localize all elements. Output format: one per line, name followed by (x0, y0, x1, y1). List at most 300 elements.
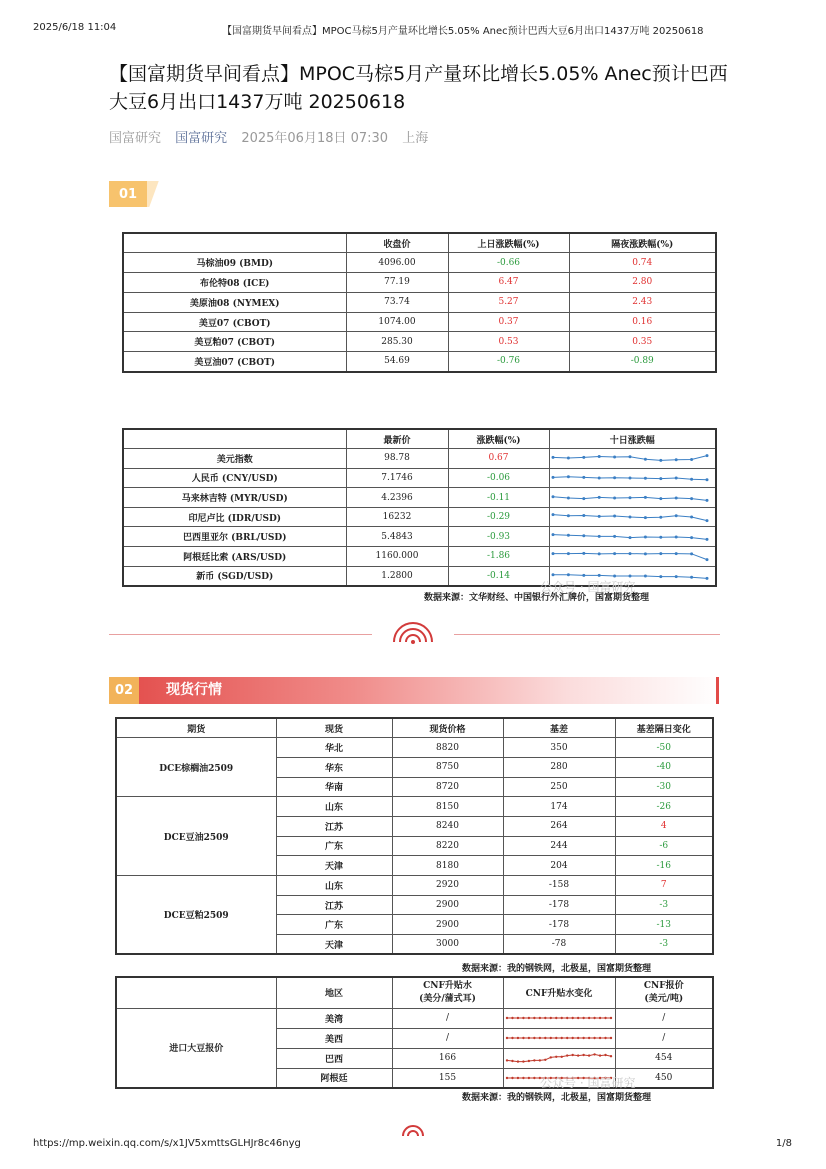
cnf-quote: 450 (615, 1068, 713, 1088)
change-pct: -0.06 (448, 468, 549, 488)
sparkline-point (582, 476, 585, 479)
sparkline-point (566, 514, 569, 517)
import-soybean-table (115, 976, 714, 1089)
sparkline-point (674, 514, 677, 517)
cnf-premium-trend (503, 1048, 615, 1068)
future-contract: DCE豆油2509 (116, 797, 276, 876)
sparkline-point (659, 536, 662, 539)
sparkline-point (582, 456, 585, 459)
instrument-name: 马棕油09 (BMD) (123, 253, 346, 273)
sparkline-point (505, 1059, 507, 1061)
basis-change: -3 (615, 895, 713, 915)
sparkline-point (613, 456, 616, 459)
spot-region: 江苏 (276, 816, 392, 836)
sparkline-point (643, 516, 646, 519)
close-price: 54.69 (346, 352, 448, 372)
basis-change: 4 (615, 816, 713, 836)
basis: 280 (503, 757, 615, 777)
sparkline-point (505, 1077, 507, 1079)
basis: 250 (503, 777, 615, 797)
spot-region: 华东 (276, 757, 392, 777)
night-change: 0.16 (569, 312, 716, 332)
sparkline (550, 449, 710, 467)
night-change: 2.43 (569, 292, 716, 312)
print-title: 【国富期货早间看点】MPOC马棕5月产量环比增长5.05% Anec预计巴西大豆6月出口1437万吨 20250618 (222, 26, 704, 37)
sparkline-point (604, 1054, 606, 1056)
instrument-name: 美豆粕07 (CBOT) (123, 332, 346, 352)
spot-region: 山东 (276, 876, 392, 896)
sparkline-point (690, 516, 693, 519)
spot-region: 山东 (276, 797, 392, 817)
sparkline-point (613, 552, 616, 555)
future-contract: DCE豆粕2509 (116, 876, 276, 955)
spot-price: 8220 (392, 836, 503, 856)
sparkline-point (511, 1017, 513, 1019)
sparkline-point (674, 459, 677, 462)
basis: 350 (503, 738, 615, 758)
sparkline-point (549, 1017, 551, 1019)
sparkline-point (582, 1054, 584, 1056)
cnf-premium: / (392, 1028, 503, 1048)
publish-time: 2025年06月18日 07:30 (241, 131, 389, 146)
header-cell: 现货价格 (392, 718, 503, 738)
latest-price: 1160.000 (346, 547, 448, 567)
sparkline-point (659, 497, 662, 500)
night-change: -0.89 (569, 352, 716, 372)
spot-price: 3000 (392, 935, 503, 955)
spot-price: 2900 (392, 915, 503, 935)
sparkline-point (587, 1054, 589, 1056)
sparkline-point (551, 495, 554, 498)
sparkline-point (597, 455, 600, 458)
header-cell: 十日涨跌幅 (549, 429, 716, 449)
sparkline-point (628, 552, 631, 555)
sparkline-point (690, 458, 693, 461)
sparkline-point (705, 577, 708, 580)
table-row (123, 352, 716, 372)
sparkline-point (643, 495, 646, 498)
sparkline-point (643, 535, 646, 538)
sparkline-point (516, 1060, 518, 1062)
sparkline-point (674, 496, 677, 499)
cnf-premium-trend (503, 1008, 615, 1028)
spot-region: 广东 (276, 836, 392, 856)
table-row (123, 332, 716, 352)
spot-region: 华北 (276, 738, 392, 758)
sparkline-point (533, 1037, 535, 1039)
sparkline-point (674, 476, 677, 479)
sparkline-point (613, 535, 616, 538)
page-url[interactable]: https://mp.weixin.qq.com/s/x1JV5xmttsGLHJr8c46nyg (33, 1138, 301, 1149)
table-row (123, 488, 716, 508)
sparkline-point (522, 1060, 524, 1062)
sparkline-point (597, 574, 600, 577)
spot-price: 8240 (392, 816, 503, 836)
change-pct: 0.67 (448, 449, 549, 469)
sparkline-point (533, 1059, 535, 1061)
sparkline-point (593, 1037, 595, 1039)
header-cell: CNF升贴水 (美分/蒲式耳) (392, 977, 503, 1008)
latest-price: 1.2800 (346, 566, 448, 586)
sparkline-point (597, 515, 600, 518)
cloud-ornament-icon (388, 620, 438, 646)
spot-region: 江苏 (276, 895, 392, 915)
table-header-row (123, 429, 716, 449)
spot-price: 8820 (392, 738, 503, 758)
sparkline-point (582, 514, 585, 517)
cnf-quote: 454 (615, 1048, 713, 1068)
sparkline-point (659, 552, 662, 555)
section-02-title: 现货行情 (166, 682, 222, 698)
sparkline-point (628, 574, 631, 577)
sparkline-point (522, 1037, 524, 1039)
sparkline-point (571, 1017, 573, 1019)
publish-location: 上海 (402, 131, 429, 146)
basis: -178 (503, 915, 615, 935)
prev-change: 0.53 (448, 332, 569, 352)
sparkline-point (555, 1056, 557, 1058)
sparkline-point (566, 533, 569, 536)
header-cell: 现货 (276, 718, 392, 738)
sparkline-point (604, 1017, 606, 1019)
sparkline-point (511, 1037, 513, 1039)
sparkline-point (522, 1077, 524, 1079)
table-row (123, 292, 716, 312)
source-note: 数据来源：文华财经、中国银行外汇牌价，国富期货整理 (424, 593, 650, 603)
sparkline-point (604, 1037, 606, 1039)
page-number: 1/8 (775, 1138, 792, 1149)
table-row (116, 876, 713, 896)
spot-price: 8150 (392, 797, 503, 817)
sparkline-point (551, 456, 554, 459)
sparkline-point (516, 1037, 518, 1039)
sparkline-point (690, 553, 693, 556)
ten-day-trend (549, 547, 716, 567)
sparkline-point (643, 458, 646, 461)
sparkline-point (571, 1054, 573, 1056)
sparkline-point (643, 477, 646, 480)
basis-change: -40 (615, 757, 713, 777)
sparkline-point (566, 475, 569, 478)
sparkline-point (705, 454, 708, 457)
sparkline-point (690, 497, 693, 500)
sparkline-point (566, 496, 569, 499)
header-cell (123, 429, 346, 449)
basis-change: -6 (615, 836, 713, 856)
spot-region: 天津 (276, 935, 392, 955)
sparkline-point (659, 575, 662, 578)
header-cell: CNF报价 (美元/吨) (615, 977, 713, 1008)
sparkline-point (551, 573, 554, 576)
close-price: 285.30 (346, 332, 448, 352)
sparkline-point (628, 536, 631, 539)
sparkline-point (544, 1017, 546, 1019)
currency-name: 美元指数 (123, 449, 346, 469)
sparkline-point (505, 1017, 507, 1019)
sparkline-point (674, 552, 677, 555)
section-02-badge: 02 (109, 677, 139, 704)
sparkline-point (551, 476, 554, 479)
basis-change: -3 (615, 935, 713, 955)
sparkline (504, 1049, 614, 1067)
cnf-premium: / (392, 1008, 503, 1028)
sparkline (504, 1009, 614, 1027)
night-change: 2.80 (569, 273, 716, 293)
basis: 174 (503, 797, 615, 817)
sparkline-point (555, 1017, 557, 1019)
close-price: 73.74 (346, 292, 448, 312)
author: 国富研究 (109, 131, 162, 146)
instrument-name: 美豆07 (CBOT) (123, 312, 346, 332)
sparkline-point (533, 1017, 535, 1019)
instrument-name: 布伦特08 (ICE) (123, 273, 346, 293)
sparkline-point (582, 552, 585, 555)
table-row (123, 507, 716, 527)
spot-price: 2920 (392, 876, 503, 896)
table-row (116, 738, 713, 758)
latest-price: 4.2396 (346, 488, 448, 508)
sparkline-point (560, 1017, 562, 1019)
header-cell: 期货 (116, 718, 276, 738)
sparkline-point (527, 1077, 529, 1079)
region: 阿根廷 (276, 1068, 392, 1088)
header-cell (123, 233, 346, 253)
sparkline-point (551, 513, 554, 516)
sparkline-point (560, 1056, 562, 1058)
currency-name: 马来林吉特 (MYR/USD) (123, 488, 346, 508)
sparkline-point (549, 1037, 551, 1039)
region: 美湾 (276, 1008, 392, 1028)
spot-price: 8180 (392, 856, 503, 876)
cloud-ornament-icon (400, 1116, 426, 1138)
change-pct: -1.86 (448, 547, 549, 567)
divider-right (454, 634, 720, 635)
sparkline-point (628, 496, 631, 499)
basis-change: 7 (615, 876, 713, 896)
fx-table (122, 428, 717, 587)
region: 巴西 (276, 1048, 392, 1068)
sparkline-point (527, 1037, 529, 1039)
night-change: 0.74 (569, 253, 716, 273)
sparkline-point (516, 1017, 518, 1019)
section-02-end-mark (716, 677, 719, 704)
account-link[interactable]: 国富研究 (175, 131, 228, 146)
sparkline-point (551, 552, 554, 555)
sparkline-point (516, 1077, 518, 1079)
sparkline (550, 469, 710, 487)
sparkline-point (609, 1055, 611, 1057)
sparkline-point (659, 477, 662, 480)
sparkline-point (628, 476, 631, 479)
spot-region: 天津 (276, 856, 392, 876)
change-pct: -0.14 (448, 566, 549, 586)
futures-table (122, 232, 717, 373)
sparkline-point (582, 574, 585, 577)
sparkline-point (582, 1017, 584, 1019)
spot-region: 广东 (276, 915, 392, 935)
currency-name: 新币 (SGD/USD) (123, 566, 346, 586)
prev-change: -0.66 (448, 253, 569, 273)
header-cell: 地区 (276, 977, 392, 1008)
cnf-premium: 166 (392, 1048, 503, 1068)
basis: 264 (503, 816, 615, 836)
sparkline-point (576, 1037, 578, 1039)
sparkline-point (566, 573, 569, 576)
sparkline-point (690, 575, 693, 578)
spot-price: 8750 (392, 757, 503, 777)
sparkline-point (527, 1060, 529, 1062)
basis: 244 (503, 836, 615, 856)
sparkline-point (597, 553, 600, 556)
source-note: 数据来源：我的钢铁网，北极星，国富期货整理 (462, 1093, 652, 1103)
sparkline-point (505, 1037, 507, 1039)
header-cell: 收盘价 (346, 233, 448, 253)
sparkline-point (587, 1017, 589, 1019)
sparkline-point (674, 535, 677, 538)
header-cell: 涨跌幅(%) (448, 429, 549, 449)
basis-change: -13 (615, 915, 713, 935)
sparkline-point (551, 533, 554, 536)
instrument-name: 美豆油07 (CBOT) (123, 352, 346, 372)
sparkline-point (511, 1060, 513, 1062)
currency-name: 人民币 (CNY/USD) (123, 468, 346, 488)
sparkline-point (613, 574, 616, 577)
sparkline-point (593, 1017, 595, 1019)
header-cell: 隔夜涨跌幅(%) (569, 233, 716, 253)
change-pct: -0.93 (448, 527, 549, 547)
sparkline-point (628, 456, 631, 459)
sparkline-point (582, 534, 585, 537)
basis: 204 (503, 856, 615, 876)
sparkline (550, 508, 710, 526)
sparkline-point (566, 1017, 568, 1019)
close-price: 4096.00 (346, 253, 448, 273)
sparkline-point (659, 459, 662, 462)
sparkline-point (705, 519, 708, 522)
sparkline-point (674, 575, 677, 578)
sparkline (504, 1029, 614, 1047)
watermark: 公众号 · 国富研究 (540, 1076, 636, 1090)
prev-change: 6.47 (448, 273, 569, 293)
table-row (116, 797, 713, 817)
instrument-name: 美原油08 (NYMEX) (123, 292, 346, 312)
sparkline-point (659, 516, 662, 519)
spot-table (115, 717, 714, 955)
sparkline-point (576, 1054, 578, 1056)
article-meta (109, 127, 438, 146)
sparkline (550, 489, 710, 507)
sparkline-point (705, 538, 708, 541)
sparkline-point (566, 1037, 568, 1039)
prev-change: 0.37 (448, 312, 569, 332)
sparkline-point (705, 478, 708, 481)
sparkline-point (643, 553, 646, 556)
latest-price: 16232 (346, 507, 448, 527)
sparkline-point (582, 1037, 584, 1039)
cnf-quote: / (615, 1028, 713, 1048)
sparkline-point (598, 1054, 600, 1056)
prev-change: -0.76 (448, 352, 569, 372)
ten-day-trend (549, 449, 716, 469)
watermark: 公众号 · 国富研究 (540, 580, 636, 594)
sparkline-point (613, 476, 616, 479)
table-row (123, 527, 716, 547)
table-header-row (123, 233, 716, 253)
table-row (123, 547, 716, 567)
sparkline (550, 528, 710, 546)
table-row (123, 253, 716, 273)
spot-region: 华南 (276, 777, 392, 797)
table-row (123, 312, 716, 332)
sparkline-point (690, 536, 693, 539)
change-pct: -0.29 (448, 507, 549, 527)
table-header-row (116, 718, 713, 738)
sparkline-point (597, 495, 600, 498)
sparkline-point (598, 1037, 600, 1039)
basis-change: -50 (615, 738, 713, 758)
sparkline-point (597, 476, 600, 479)
close-price: 1074.00 (346, 312, 448, 332)
ten-day-trend (549, 507, 716, 527)
sparkline-point (587, 1037, 589, 1039)
sparkline-point (538, 1059, 540, 1061)
header-cell: 基差隔日变化 (615, 718, 713, 738)
header-cell: CNF升贴水变化 (503, 977, 615, 1008)
table-row (123, 273, 716, 293)
sparkline-point (705, 498, 708, 501)
sparkline-point (576, 1017, 578, 1019)
cnf-premium: 155 (392, 1068, 503, 1088)
prev-change: 5.27 (448, 292, 569, 312)
basis: -158 (503, 876, 615, 896)
cnf-quote: / (615, 1008, 713, 1028)
sparkline-point (522, 1017, 524, 1019)
sparkline-point (613, 496, 616, 499)
import-label: 进口大豆报价 (116, 1008, 276, 1088)
region: 美西 (276, 1028, 392, 1048)
cnf-premium-trend (503, 1028, 615, 1048)
table-header-row (116, 977, 713, 1008)
table-row (123, 449, 716, 469)
divider-left (109, 634, 372, 635)
header-cell (116, 977, 276, 1008)
sparkline-point (609, 1017, 611, 1019)
sparkline-point (690, 478, 693, 481)
ten-day-trend (549, 488, 716, 508)
table-row (116, 1008, 713, 1028)
sparkline-point (597, 535, 600, 538)
sparkline-point (560, 1037, 562, 1039)
sparkline-point (613, 515, 616, 518)
table-row (123, 468, 716, 488)
source-note: 数据来源：我的钢铁网，北极星，国富期货整理 (462, 964, 652, 974)
print-datetime: 2025/6/18 11:04 (33, 22, 117, 33)
ten-day-trend (549, 527, 716, 547)
change-pct: -0.11 (448, 488, 549, 508)
currency-name: 阿根廷比索 (ARS/USD) (123, 547, 346, 567)
currency-name: 印尼卢比 (IDR/USD) (123, 507, 346, 527)
latest-price: 98.78 (346, 449, 448, 469)
sparkline-point (609, 1037, 611, 1039)
sparkline-point (566, 457, 569, 460)
future-contract: DCE棕榈油2509 (116, 738, 276, 797)
sparkline-point (527, 1017, 529, 1019)
sparkline-point (538, 1017, 540, 1019)
basis-change: -16 (615, 856, 713, 876)
basis: -178 (503, 895, 615, 915)
sparkline-point (549, 1056, 551, 1058)
sparkline-point (544, 1037, 546, 1039)
